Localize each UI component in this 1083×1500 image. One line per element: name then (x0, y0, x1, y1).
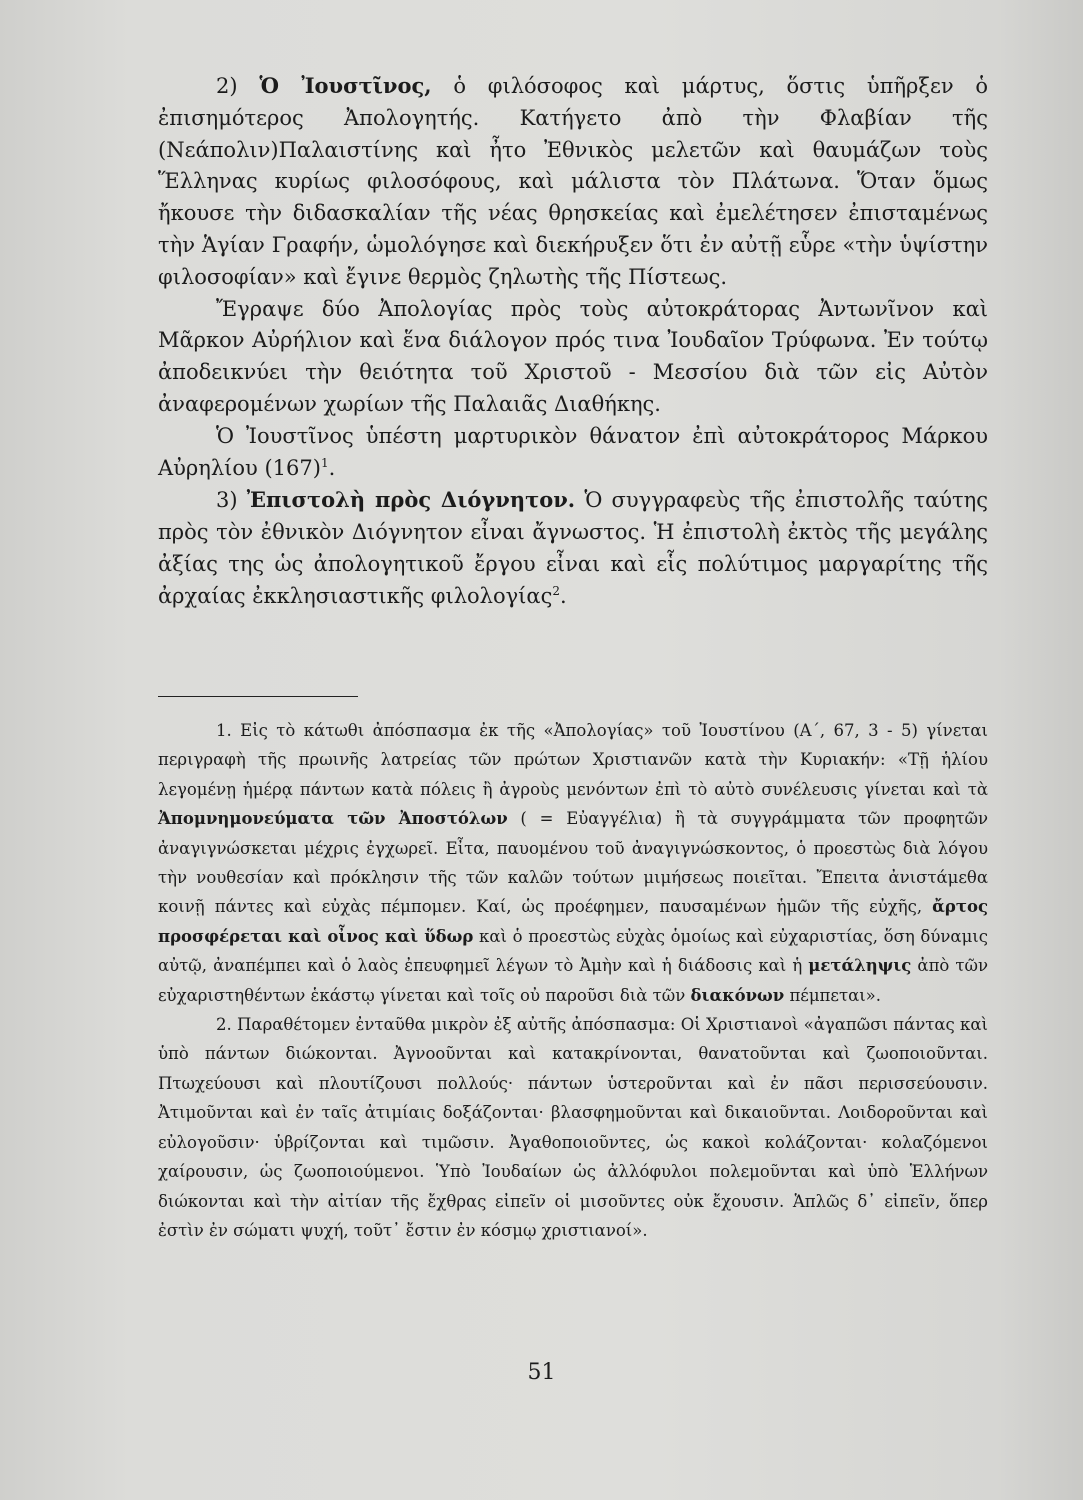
paragraph-text: Ὁ συγγραφεὺς τῆς ἐπιστολῆς ταύτης πρὸς τὸν ἐθνικὸν Διόγνητον εἶναι ἄγνωστος. Ἡ ἐπιστολὴ ἐκτὸς τῆς μεγάλης ἀξίας της ὡς ἀπολογητικοῦ ἔργου εἶναι καὶ εἷς πολύτιμος μαργαρίτης τῆς ἀρχαίας ἐκκλησιαστικῆς φιλολογίας (158, 488, 988, 608)
paragraph-text: Ὁ Ἰουστῖνος ὑπέστη μαρτυρικὸν θάνατον ἐπὶ αὐτοκράτορος Μάρκου Αὐρηλίου (167) (158, 423, 988, 480)
paragraph-martyrdom: Ὁ Ἰουστῖνος ὑπέστη μαρτυρικὸν θάνατον ἐπὶ αὐτοκράτορος Μάρκου Αὐρηλίου $(167)^1$. (158, 423, 988, 480)
footnote-1: 1. Εἰς τὸ κάτωθι ἀπόσπασμα ἐκ τῆς «Ἀπολογίας» τοῦ Ἰουστίνου (Α΄, 67, 3 - 5) γίνεται περιγραφὴ τῆς πρωινῆς λατρείας τῶν πρώτων Χριστιανῶν κατὰ τὴν Κυριακήν: «Τῇ ἡλίου λεγομένῃ ἡμέρᾳ πάντων κατὰ πόλεις ἢ ἀγροὺς μενόντων ἐπὶ τὸ αὐτὸ συνέλευσις γίνεται καὶ τὰ Ἀπομνημονεύματα τῶν Ἀποστόλων ( = Εὐαγγέλια) ἢ τὰ συγγράμματα τῶν προφητῶν ἀναγιγνώσκεται μέχρις ἐγχωρεῖ. Εἶτα, παυομένου τοῦ ἀναγιγνώσκοντος, ὁ προεστὼς διὰ λόγου τὴν νουθεσίαν καὶ πρόκλησιν τῆς τῶν καλῶν τούτων μιμήσεως ποιεῖται. Ἔπειτα ἀνιστάμεθα κοινῇ πάντες καὶ εὐχὰς πέμπομεν. Καί, ὡς προέφημεν, παυσαμένων ἡμῶν τῆς εὐχῆς, ἄρτος προσφέρεται καὶ οἶνος καὶ ὕδωρ καὶ ὁ προεστὼς εὐχὰς ὁμοίως καὶ εὐχαριστίας, ὅση δύναμις αὐτῷ, ἀναπέμπει καὶ ὁ λαὸς ἐπευφημεῖ λέγων τὸ Ἀμὴν καὶ ἡ διάδοσις καὶ ἡ μετάληψις ἀπὸ τῶν εὐχαριστηθέντων ἑκάστῳ γίνεται καὶ τοῖς οὐ παροῦσι διὰ τῶν διακόνων πέμπεται». (158, 721, 989, 1005)
bold-phrase: διακόνων (690, 985, 785, 1005)
footnote-ref: 2 (552, 583, 560, 598)
bold-phrase: Ἀπομνημονεύματα τῶν Ἀποστόλων (158, 809, 508, 829)
bold-phrase: μετάληψις (808, 956, 912, 976)
bold-phrase: ἄρτος προσφέρεται καὶ οἶνος καὶ ὕδωρ (158, 897, 988, 946)
paragraph-apologies: Ἔγραψε δύο Ἀπολογίας πρὸς τοὺς αὐτοκράτορας Ἀντωνῖνον καὶ Μᾶρκον Αὐρήλιον καὶ ἕνα διάλογον πρός τινα Ἰουδαῖον Τρύφωνα. Ἐν τούτῳ ἀποδεικνύει τὴν θειότητα τοῦ Χριστοῦ - Μεσσίου διὰ τῶν εἰς Αὐτὸν ἀναφερομένων χωρίων τῆς Παλαιᾶς Διαθήκης. (158, 296, 988, 416)
footnote-2: 2. Παραθέτομεν ἐνταῦθα μικρὸν ἐξ αὐτῆς ἀπόσπασμα: Οἱ Χριστιανοὶ «ἀγαπῶσι πάντας καὶ ὑπὸ πάντων διώκονται. Ἀγνοοῦνται καὶ κατακρίνονται, θανατοῦνται καὶ ζωοποιοῦνται. Πτωχεύουσι καὶ πλουτίζουσι πολλούς· πάντων ὑστεροῦνται καὶ ἐν πᾶσι περισσεύουσιν. Ἀτιμοῦνται καὶ ἐν ταῖς ἀτιμίαις δοξάζονται· βλασφημοῦνται καὶ δικαιοῦνται. Λοιδοροῦνται καὶ εὐλογοῦσιν· ὑβρίζονται καὶ τιμῶσιν. Ἀγαθοποιοῦντες, ὡς κακοὶ κολάζονται· κολαζόμενοι χαίρουσιν, ὡς ζωοποιούμενοι. Ὑπὸ Ἰουδαίων ὡς ἀλλόφυλοι πολεμοῦνται καὶ ὑπὸ Ἑλλήνων διώκονται καὶ τὴν αἰτίαν τῆς ἔχθρας εἰπεῖν οἱ μισοῦντες οὐκ ἔχουσιν. Ἁπλῶς δ᾽ εἰπεῖν, ὅπερ ἐστὶν ἐν σώματι ψυχή, τοῦτ᾽ ἔστιν ἐν κόσμῳ χριστιανοί». (158, 1015, 988, 1240)
footnote-divider (158, 696, 358, 697)
section-number: 2) (216, 74, 238, 98)
section-heading: Ἐπιστολὴ πρὸς Διόγνητον. (246, 487, 576, 513)
paragraph-justin (158, 70, 988, 294)
section-number: 3) (216, 488, 238, 513)
paragraph-diognetus: 3) Ἐπιστολὴ πρὸς Διόγνητον. Ὁ συγγραφεὺς τῆς ἐπιστολῆς ταύτης πρὸς τὸν ἐθνικὸν Διόγνητον εἶναι ἄγνωστος. Ἡ ἐπιστολὴ ἐκτὸς τῆς μεγάλης ἀξίας της ὡς ἀπολογητικοῦ ἔργου εἶναι καὶ εἷς πολύτιμος μαργαρίτης τῆς ἀρχαίας ἐκκλησιαστικῆς φιλολογίας$^2$. (158, 487, 988, 608)
main-text (158, 70, 988, 613)
paragraph-text: ὁ φιλόσοφος καὶ μάρτυς, ὅστις ὑπῆρξεν ὁ ἐπισημότερος Ἀπολογητής. Κατήγετο ἀπὸ τὴν Φλαβίαν τῆς (Νεάπολιν)Παλαιστίνης καὶ ἦτο Ἐθνικὸς μελετῶν καὶ θαυμάζων τοὺς Ἕλληνας κυρίως φιλοσόφους, καὶ μάλιστα τὸν Πλάτωνα. Ὅταν ὅμως ἤκουσε τὴν διδασκαλίαν τῆς νέας θρησκείας καὶ ἐμελέτησεν ἐπισταμένως τὴν Ἁγίαν Γραφήν, ὡμολόγησε καὶ διεκήρυξεν ὅτι ἐν αὐτῇ εὗρε «τὴν ὑψίστην φιλοσοφίαν» καὶ ἔγινε θερμὸς ζηλωτὴς τῆς Πίστεως. (158, 74, 988, 289)
footnotes (158, 716, 988, 1245)
footnote-ref: 1 (320, 455, 329, 470)
section-heading: Ὁ Ἰουστῖνος, (259, 73, 432, 98)
page-number: 51 (527, 1360, 556, 1385)
